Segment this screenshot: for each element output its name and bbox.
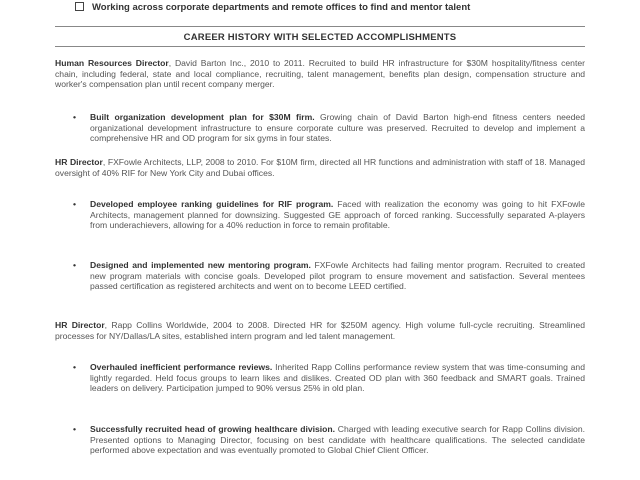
accomplishment-bullet <box>73 424 585 456</box>
job-title: HR Director <box>55 320 105 330</box>
section-bottom-rule <box>55 46 585 47</box>
accomplishment-bullet <box>73 362 585 394</box>
accomplishment-text: Growing chain of David Barton high-end fitness centers needed organizational development infrastructure to ensure corporate culture was preserved. Recruited to develop and implement a comprehensive HR and OD program for six gyms in four states. <box>90 112 585 144</box>
job-title: Human Resources Director <box>55 58 169 68</box>
accomplishment-bullet <box>73 112 585 144</box>
accomplishment-bullet <box>73 260 586 292</box>
bullet-dot-icon: • <box>73 112 77 122</box>
accomplishment-text: Faced with realization the economy was going to hit FXFowle Architects, management planned for downsizing. Suggested GE approach of forced ranking. Successfully separated A-players from underachievers, allowing for a 40% reduction in force to remain profitable. <box>90 199 585 231</box>
accomplishment-lead: Successfully recruited head of growing healthcare division. <box>90 424 336 434</box>
accomplishment-text: Charged with leading executive search for Rapp Collins division. Presented options to Managing Director, focusing on best candidate with healthcare qualifications. The selected candidate performed above expectation and was eventually promoted to Global Chief Client Officer. <box>90 424 585 456</box>
job-summary: , David Barton Inc., 2010 to 2011. Recruited to build HR infrastructure for $30M hospitality/fitness center chain, including federal, state and local compliance, recruiting, talent management, benefits plan design, compensation structure and worker's compensation plan until recent company merger. <box>55 58 585 90</box>
accomplishment-text: Inherited Rapp Collins performance review system that was time-consuming and lightly regarded. Held focus groups to learn likes and dislikes. Created OD plan with 360 feedback and SMART goals. Trained leaders on delivery. Participation jumped to 90% versus 25% in old plan. <box>90 362 585 394</box>
job-entry <box>55 320 585 341</box>
accomplishment-lead: Built organization development plan for $30M firm. <box>90 112 315 122</box>
bullet-dot-icon: • <box>73 424 77 434</box>
checkbox-bullet-item <box>75 2 470 13</box>
accomplishment-lead: Overhauled inefficient performance reviews. <box>90 362 273 372</box>
accomplishment-lead: Designed and implemented new mentoring program. <box>90 260 311 270</box>
section-heading: CAREER HISTORY WITH SELECTED ACCOMPLISHMENTS <box>183 32 457 43</box>
bullet-dot-icon: • <box>73 260 77 270</box>
accomplishment-lead: Developed employee ranking guidelines for RIF program. <box>90 199 334 209</box>
job-summary: , Rapp Collins Worldwide, 2004 to 2008. Directed HR for $250M agency. High volume full-cycle recruiting. Streamlined processes for NY/Dallas/LA sites, established intern program and led talent management. <box>55 320 585 341</box>
accomplishment-bullet <box>73 199 585 231</box>
job-summary: , FXFowle Architects, LLP, 2008 to 2010. For $10M firm, directed all HR functions and administration with staff of 18. Managed oversight of 40% RIF for New York City and Dubai offices. <box>55 157 585 178</box>
bullet-dot-icon: • <box>73 362 77 372</box>
bullet-text: Working across corporate departments and remote offices to find and mentor talent <box>92 2 471 13</box>
checkbox-square-icon <box>75 2 84 11</box>
section-top-rule <box>55 26 585 27</box>
job-title: HR Director <box>55 157 103 167</box>
bullet-dot-icon: • <box>73 199 77 209</box>
accomplishment-text: FXFowle Architects had failing mentor program. Recruited to created new program materials with concise goals. Developed pilot program to ensure movement and satisfaction. Several mentees passed certification as registered architects and went on to become LEED certified. <box>90 260 586 292</box>
job-entry <box>55 157 585 178</box>
job-entry <box>55 58 585 90</box>
